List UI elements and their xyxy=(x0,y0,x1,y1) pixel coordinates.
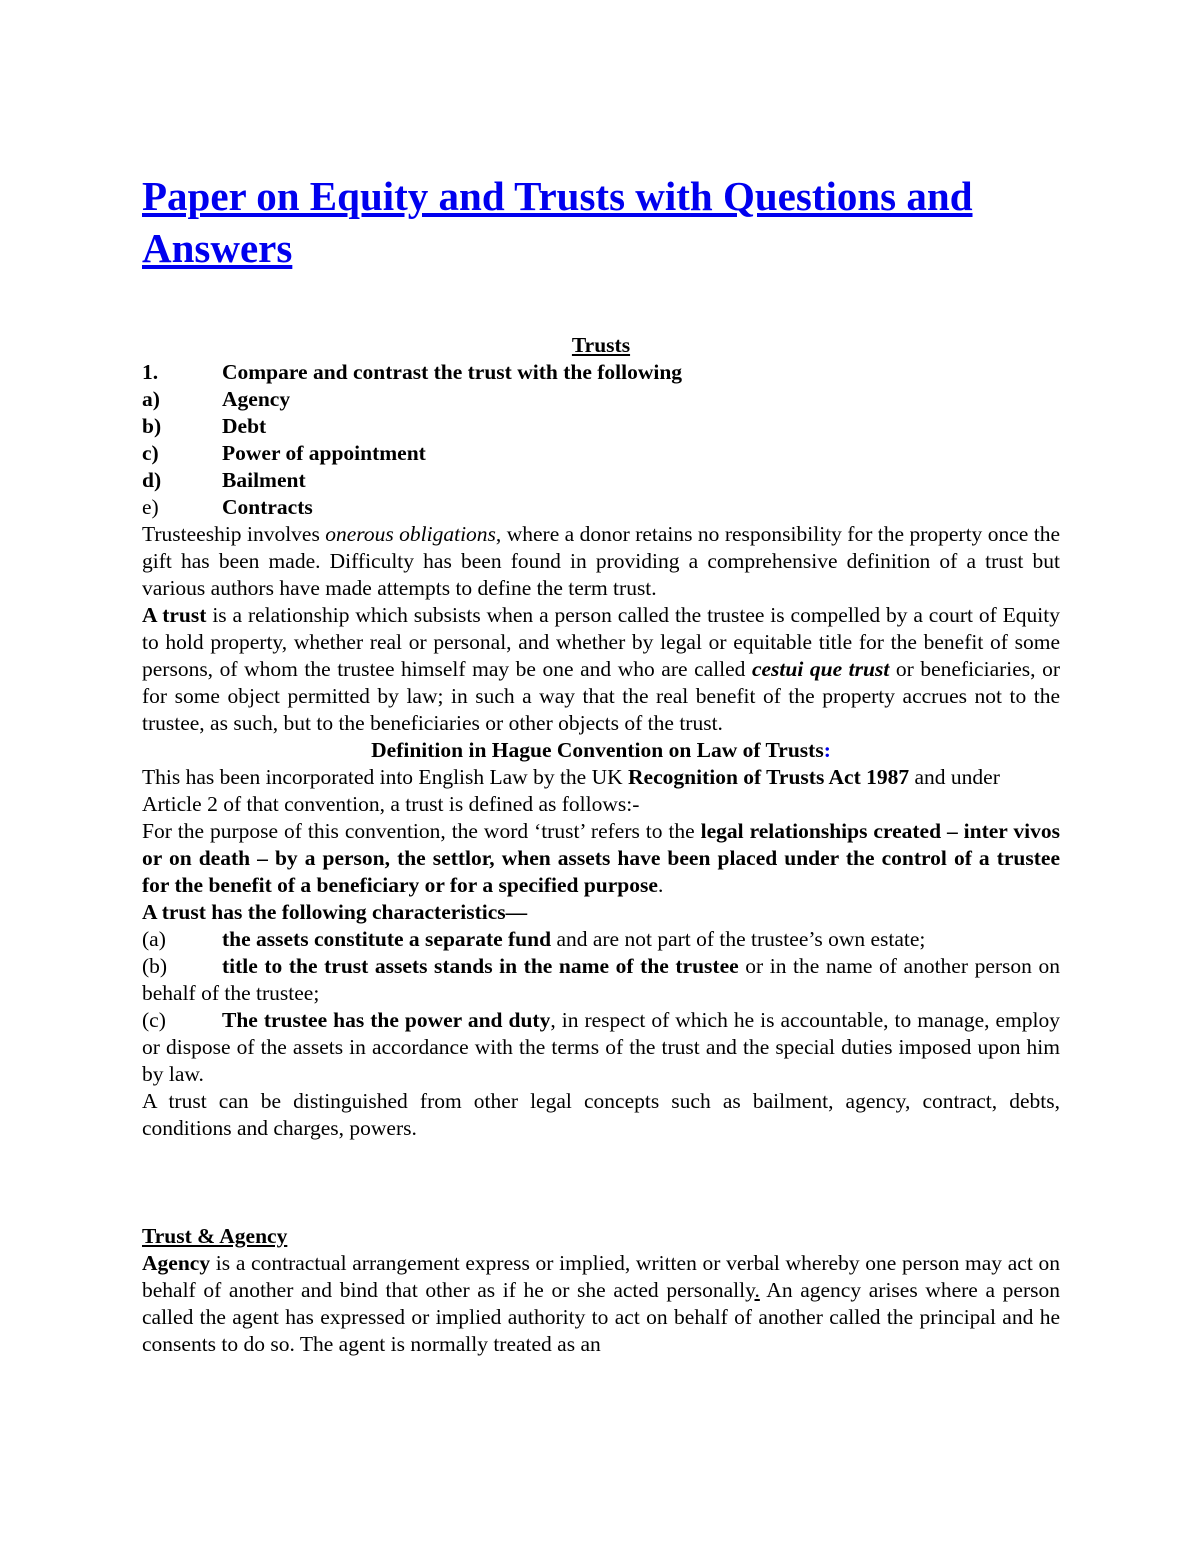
bold-italic-text: cestui que trust xyxy=(751,657,890,681)
text-run: , in respect of which he is accountable, to manage, employ or dispose of the assets in accordance with the terms of the trust and the special duties imposed upon him by law. xyxy=(142,1008,1060,1086)
text-run: This has been incorporated into English Law by the UK xyxy=(142,765,629,789)
bold-text: title to the trust assets stands in the name of the trustee xyxy=(222,954,739,978)
option-label: Contracts xyxy=(222,495,313,519)
text-run: and are not part of the trustee’s own estate; xyxy=(551,927,926,951)
section-heading-trusts: Trusts xyxy=(571,333,631,357)
option-label: Power of appointment xyxy=(222,441,426,465)
underlined-text: . xyxy=(754,1278,760,1302)
text-run: . xyxy=(657,873,664,897)
characteristic-key: (b) xyxy=(142,954,168,978)
text-run: or beneficiaries, or for some object permitted by law; in such a way that the real benefit of the property accrues not to the trustee, as such, but to the beneficiaries or other objects of the trust. xyxy=(142,657,1061,735)
question-1 xyxy=(142,359,1060,386)
text-run: or in the name of another person on behalf of the trustee; xyxy=(142,954,1060,1005)
paragraph-trusteeship xyxy=(142,521,1060,602)
option-d xyxy=(142,467,1060,494)
paragraph-convention-purpose xyxy=(142,818,1060,899)
paragraph-agency xyxy=(142,1250,1060,1358)
spacer xyxy=(142,1142,1060,1223)
option-label: Bailment xyxy=(222,468,306,492)
characteristic-key: (a) xyxy=(142,927,166,951)
option-c xyxy=(142,440,1060,467)
option-key: c) xyxy=(142,441,159,465)
option-b xyxy=(142,413,1060,440)
characteristic-c xyxy=(142,1007,1060,1088)
document-title[interactable]: Paper on Equity and Trusts with Questions and Answers xyxy=(142,173,973,271)
characteristics-heading: A trust has the following characteristics— xyxy=(142,900,528,924)
option-key: b) xyxy=(142,414,162,438)
text-run: is a relationship which subsists when a person called the trustee is compelled by a court of Equity to hold property, whether real or personal, and whether by legal or equitable title for the benefit of some persons, of whom the trustee himself may be one and who are called xyxy=(142,603,1060,681)
italic-text: onerous obligations xyxy=(325,522,496,546)
paragraph-distinguished: A trust can be distinguished from other legal concepts such as bailment, agency, contract, debts, conditions and charges, powers. xyxy=(142,1089,1060,1140)
option-key: d) xyxy=(142,468,162,492)
document-page xyxy=(142,170,1060,1358)
option-key: e) xyxy=(142,495,159,519)
question-text: Compare and contrast the trust with the following xyxy=(222,360,683,384)
characteristic-b xyxy=(142,953,1060,1007)
option-label: Debt xyxy=(222,414,267,438)
text-run: For the purpose of this convention, the word ‘trust’ refers to the xyxy=(142,819,701,843)
option-label: Agency xyxy=(222,387,291,411)
bold-text: the assets constitute a separate fund xyxy=(222,927,552,951)
text-run: is a contractual arrangement express or implied, written or verbal whereby one person may act on behalf of another and bind that other as if he or she acted personally xyxy=(142,1251,1060,1302)
text-run: Trusteeship involves xyxy=(142,522,326,546)
section-heading-trust-agency: Trust & Agency xyxy=(142,1224,288,1248)
heading-colon: : xyxy=(823,738,831,762)
text-run: An agency arises where a person called the agent has expressed or implied authority to act on behalf of another called the principal and he consents to do so. The agent is normally treated as an xyxy=(142,1278,1060,1356)
characteristic-a xyxy=(142,926,1060,953)
paragraph-trust-definition xyxy=(142,602,1060,737)
paragraph-hague-intro xyxy=(142,764,1060,818)
bold-text: Recognition of Trusts Act 1987 xyxy=(628,765,910,789)
bold-text: A trust xyxy=(142,603,207,627)
text-run: , where a donor retains no responsibility for the property once the gift has been made. Difficulty has been found in providing a comprehensive definition of a trust but various authors have made attempts to define the term trust. xyxy=(142,522,1060,600)
text-run: and under Article 2 of that convention, a trust is defined as follows:- xyxy=(142,765,1000,816)
option-key: a) xyxy=(142,387,160,411)
characteristic-key: (c) xyxy=(142,1008,166,1032)
option-e xyxy=(142,494,1060,521)
option-a xyxy=(142,386,1060,413)
bold-text: legal relationships created – inter vivos or on death – by a person, the settlor, when assets have been placed under the control of a trustee for the benefit of a beneficiary or for a specified purpose xyxy=(142,819,1060,897)
heading-text: Definition in Hague Convention on Law of Trusts xyxy=(371,738,824,762)
bold-text: The trustee has the power and duty xyxy=(222,1008,551,1032)
hague-heading xyxy=(142,737,1060,764)
question-number: 1. xyxy=(142,360,159,384)
bold-text: Agency xyxy=(142,1251,211,1275)
